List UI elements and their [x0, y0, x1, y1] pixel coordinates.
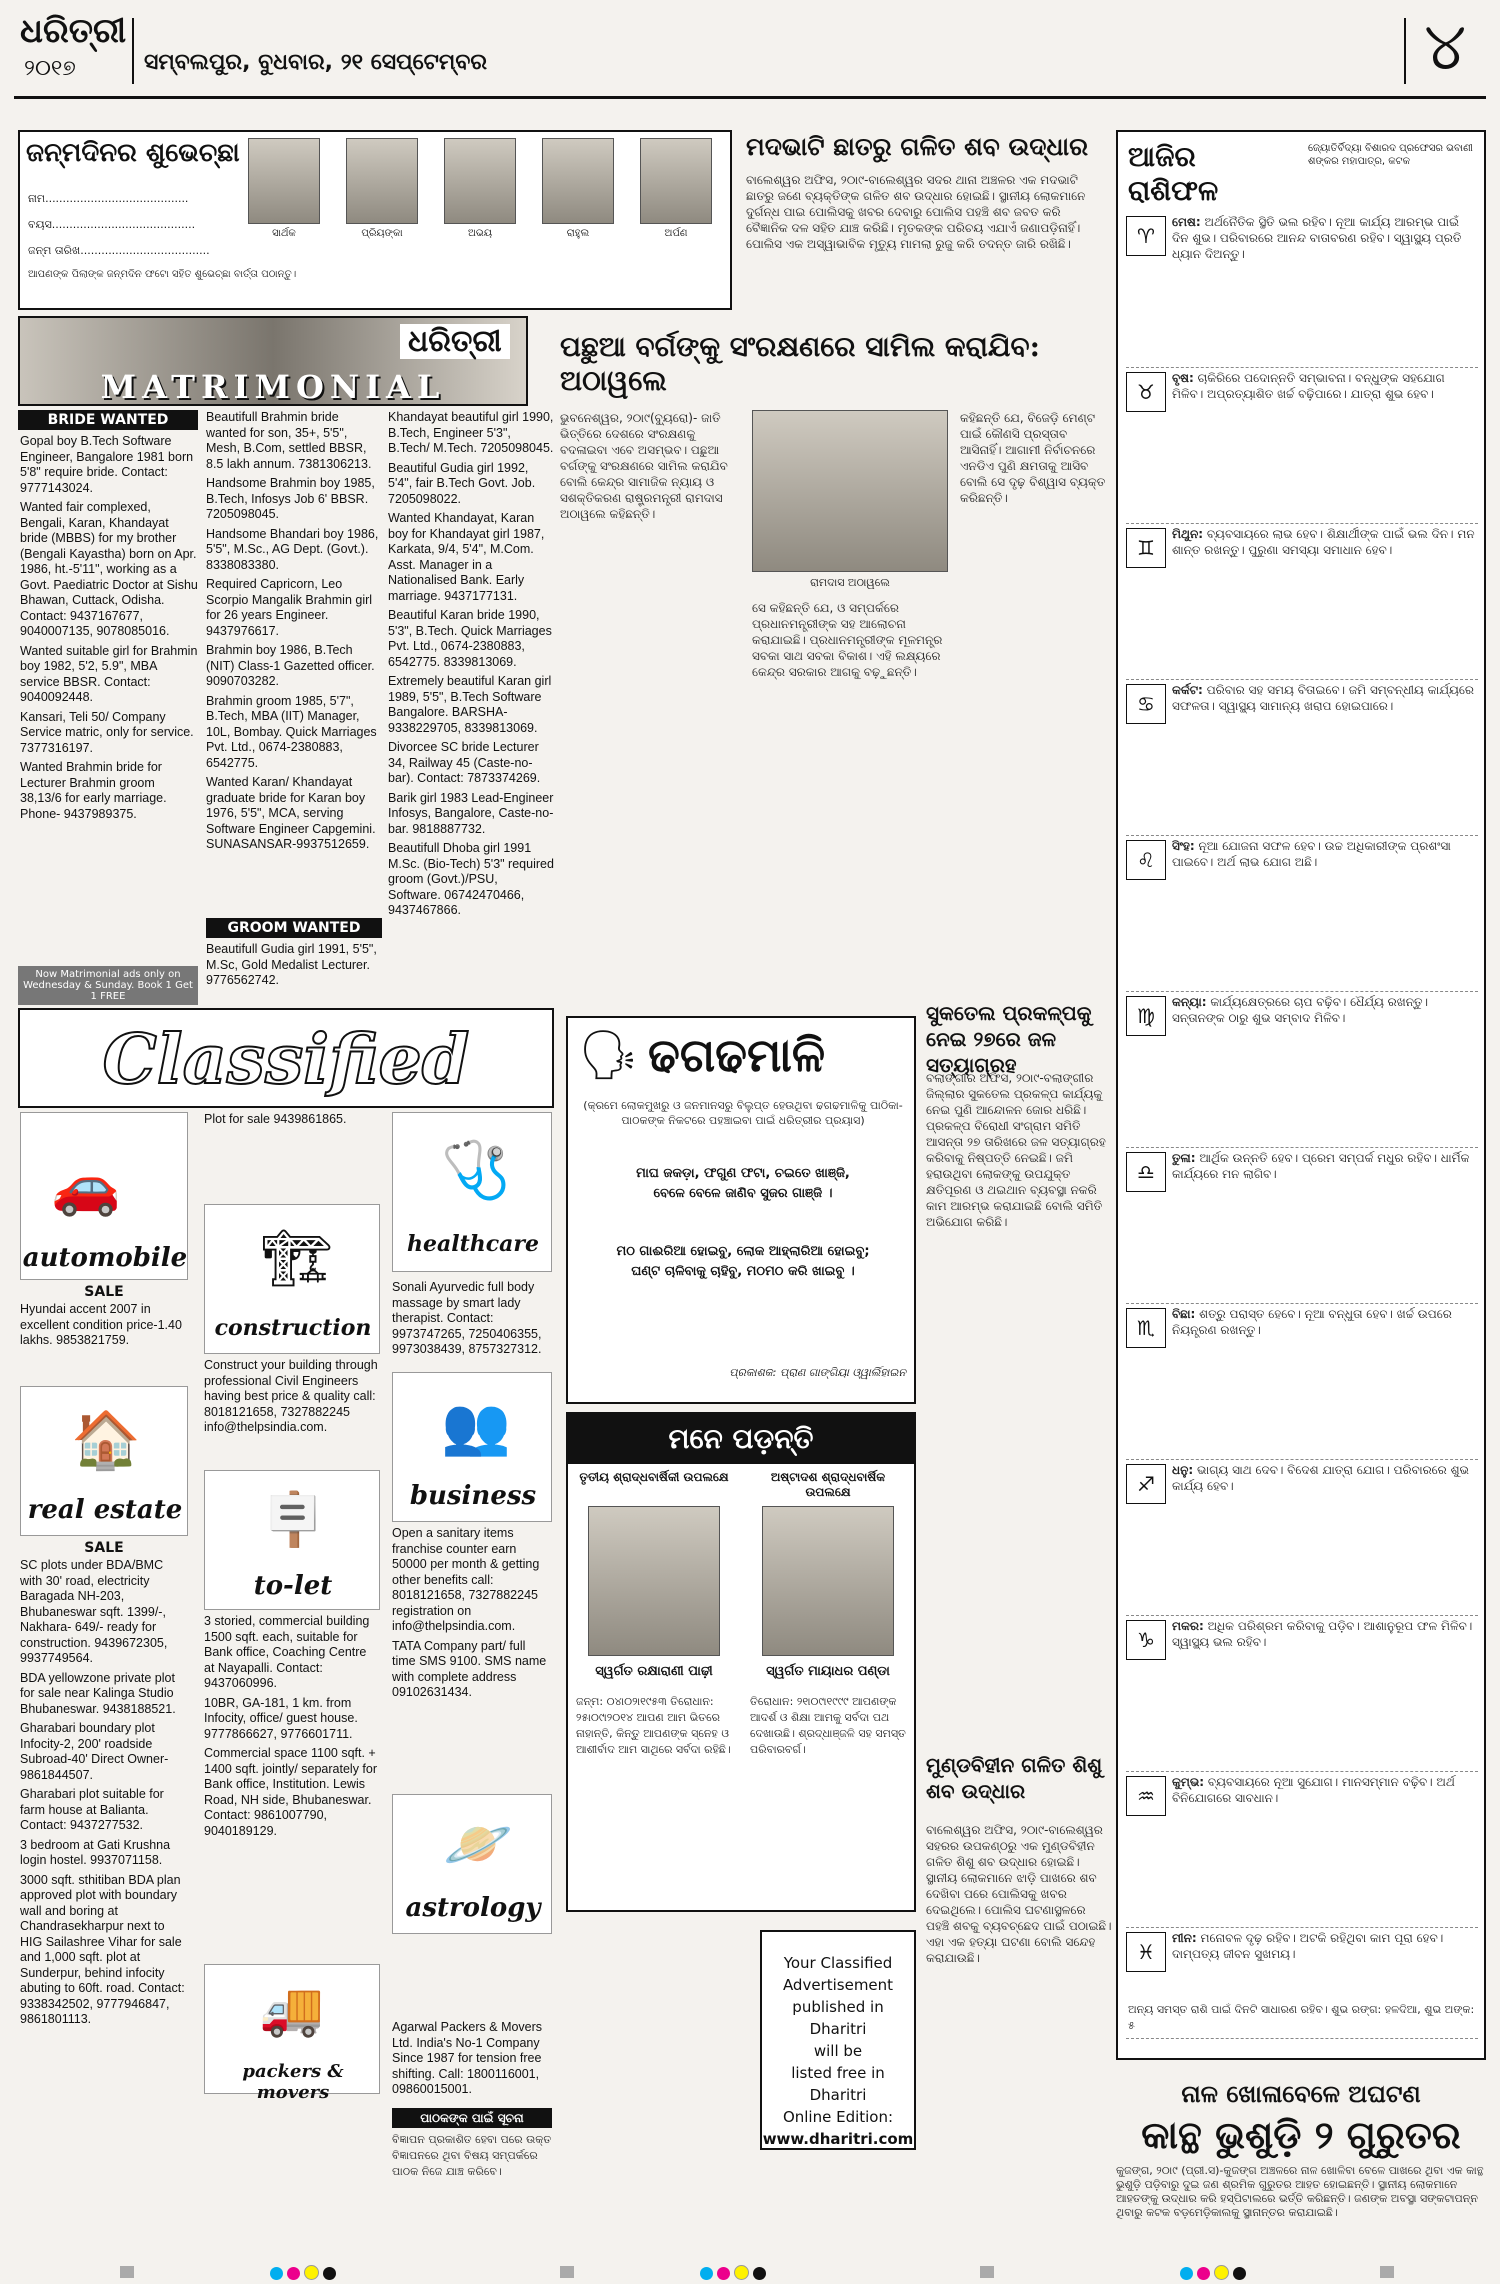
matrimonial-ad: Beautifull Brahmin bride wanted for son, 35+, 5'5", Mesh, B.Com, settled BBSR, 8.5 lakh annum. 7381306213. — [206, 410, 372, 471]
bride-wanted-header: BRIDE WANTED — [18, 410, 198, 430]
rashi-forecast: ଅର୍ଥନୈତିକ ସ୍ଥିତି ଭଲ ରହିବ। ନୂଆ କାର୍ଯ୍ୟ ଆରମ୍ଭ ପାଇଁ ଦିନ ଶୁଭ। ପରିବାରରେ ଆନନ୍ଦ ବାତାବରଣ ରହିବ। ସ୍ୱାସ୍ଥ୍ୟ ପ୍ରତି ଧ୍ୟାନ ଦିଅନ୍ତୁ। — [1172, 215, 1462, 261]
groom-wanted-ad: Beautifull Gudia girl 1991, 5'5", M.Sc, Gold Medalist Lecturer. 9776562742. — [206, 942, 377, 987]
rashi-forecast: କାର୍ଯ୍ୟକ୍ଷେତ୍ରରେ ଚାପ ବଢ଼ିବ। ଧୈର୍ଯ୍ୟ ରଖନ୍ତୁ। ସନ୍ତାନଙ୍କ ଠାରୁ ଶୁଭ ସମ୍ବାଦ ମିଳିବ। — [1172, 995, 1428, 1025]
classified-ad: 3 storied, commercial building 1500 sqft. each, suitable for Bank office, Coaching Centre at Nayapalli. Contact: 9437060996. — [204, 1614, 370, 1690]
sagittarius-icon: ♐ — [1126, 1464, 1166, 1504]
rashi-forecast: ଚାକିରିରେ ପଦୋନ୍ନତି ସମ୍ଭାବନା। ବନ୍ଧୁଙ୍କ ସହଯୋଗ ମିଳିବ। ଅପ୍ରତ୍ୟାଶିତ ଖର୍ଚ୍ଚ ବଢ଼ିପାରେ। ଯାତ୍ରା ଶୁଭ ହେବ। — [1172, 371, 1445, 401]
rashi-name: କର୍କଟ: — [1172, 683, 1203, 697]
yellow-dot — [734, 2265, 749, 2280]
cyan-dot — [700, 2267, 713, 2280]
masthead-rule — [14, 96, 1486, 99]
kid-photo — [542, 138, 614, 224]
memorial-right-name: ସ୍ୱର୍ଗତ ମାୟାଧର ପଣ୍ଡା — [766, 1664, 890, 1679]
construction-ad: Construct your building through professional Civil Engineers having best price & quality call: 8018121658, 7327882245 info@thelpsindia.com. — [204, 1358, 378, 1434]
rashi-name: ମେଷ: — [1172, 215, 1201, 229]
matrimonial-ad: Beautifull Dhoba girl 1991 M.Sc. (Bio-Tech) 5'3" required groom (Govt.)/PSU, Software. 06742470466, 9437467866. — [388, 841, 554, 917]
kid-name: ରାହୁଲ — [566, 228, 590, 239]
rashifala-box — [1116, 130, 1486, 2060]
matrimonial-brand: ଧରିତ୍ରୀ — [400, 324, 510, 359]
matrimonial-ad: Brahmin groom 1985, 5'7", B.Tech, MBA (IIT) Manager, 10L, Bombay. Quick Marriages Pvt. Ltd., 0674-2380883, 6542775. — [206, 693, 377, 770]
matrimonial-ad: Wanted fair complexed, Bengali, Karan, Khandayat bride (MBBS) for my brother (Bengali Kayastha) born on Apr. 1986, ht.-5'11", working as a Govt. Paediatric Doctor at Sishu Bhawan, Cuttack, Odisha. Contact: 9437167677, 9040007135, 9078085016. — [20, 500, 198, 638]
rashi-forecast: ଭାଗ୍ୟ ସାଥ ଦେବ। ବିଦେଶ ଯାତ୍ରା ଯୋଗ। ପରିବାରରେ ଶୁଭ କାର୍ଯ୍ୟ ହେବ। — [1172, 1463, 1469, 1493]
rashi-name: ମକର: — [1172, 1619, 1204, 1633]
memorial-left-photo — [588, 1506, 720, 1656]
memorial-left-name: ସ୍ୱର୍ଗତ ରକ୍ଷାରାଣୀ ପାଢ଼ୀ — [595, 1664, 713, 1679]
free-ad-line: Your Classified — [783, 1954, 893, 1972]
black-dot — [1233, 2267, 1246, 2280]
rashi-item — [1126, 212, 1478, 368]
rashi-name: କନ୍ୟା: — [1172, 995, 1207, 1009]
dhaga-line3: ମଠ ଗାଈରିଆ ହୋଇବୁ, ଲୋକ ଆହ୍ଲାରିଆ ହୋଇବୁ; — [616, 1244, 870, 1259]
news3-headline: ସୁକତେଲ ପ୍ରକଳ୍ପକୁ ନେଇ ୨୭ରେ ଜଳ ସତ୍ୟାଗ୍ରହ — [926, 1001, 1092, 1077]
auto-ad: Hyundai accent 2007 in excellent condition price-1.40 lakhs. 9853821759. — [20, 1302, 182, 1347]
rashi-forecast: ଆର୍ଥିକ ଉନ୍ନତି ହେବ। ପ୍ରେମ ସମ୍ପର୍କ ମଧୁର ରହିବ। ଧାର୍ମିକ କାର୍ଯ୍ୟରେ ମନ ଲାଗିବ। — [1172, 1151, 1470, 1181]
kid-photo — [346, 138, 418, 224]
news3-body: ବଲାଙ୍ଗୀର ଅଫିସ, ୨୦ା୯-ବଲାଙ୍ଗୀର ଜିଲ୍ଲାର ସୁକତେଲ ପ୍ରକଳ୍ପ କାର୍ଯ୍ୟକୁ ନେଇ ପୁଣି ଆନ୍ଦୋଳନ ଜୋର ଧରିଛି। ପ୍ରକଳ୍ପ ବିରୋଧୀ ସଂଗ୍ରାମ ସମିତି ଆସନ୍ତା ୨୭ ତାରିଖରେ ଜଳ ସତ୍ୟାଗ୍ରହ କରିବାକୁ ନିଷ୍ପତ୍ତି ନେଇଛି। ଜମି ହରାଉଥିବା ଲୋକଙ୍କୁ ଉପଯୁକ୍ତ କ୍ଷତିପୂରଣ ଓ ଥଇଥାନ ବ୍ୟବସ୍ଥା ନକରି କାମ ଆରମ୍ଭ କରାଯାଇଛି ବୋଲି ସମିତି ଅଭିଯୋଗ କରିଛି। — [926, 1071, 1106, 1229]
website-link[interactable]: www.dharitri.com — [762, 2130, 914, 2148]
rashi-forecast: ବ୍ୟବସାୟରେ ନୂଆ ସୁଯୋଗ। ମାନସମ୍ମାନ ବଢ଼ିବ। ଅର୍ଥ ବିନିଯୋଗରେ ସାବଧାନ। — [1172, 1775, 1455, 1805]
news1-headline: ମଦଭାଟି ଛାତରୁ ଗଳିତ ଶବ ଉଦ୍ଧାର — [746, 132, 1089, 161]
memorial-right-event: ଅଷ୍ଟାଦଶ ଶ୍ରାଦ୍ଧବାର୍ଷିକ ଉପଲକ୍ଷେ — [770, 1470, 886, 1499]
dhaga-subtitle: (କ୍ରମେ ଲୋକମୁଖରୁ ଓ ଜନମାନସରୁ ବିଲୁପ୍ତ ହେଉଥିବା ଢଗଢମାଳିକୁ ପାଠିକା-ପାଠକଙ୍କ ନିକଟରେ ପହଞ୍ଚାଇବା ପାଇଁ ଧରିତ୍ରୀର ପ୍ରୟାସ) — [583, 1099, 903, 1127]
truck-icon: 🚚 — [259, 1980, 324, 2040]
rashi-text — [1172, 838, 1478, 870]
sale-label: SALE — [84, 1284, 124, 1300]
matrimonial-ad: Kansari, Teli 50/ Company Service matric, only for service. 7377316197. — [20, 709, 194, 755]
cancer-icon: ♋ — [1126, 684, 1166, 724]
rashi-text — [1172, 682, 1478, 714]
matrimonial-ad: Brahmin boy 1986, B.Tech (NIT) Class-1 Gazetted officer. 9090703282. — [206, 643, 375, 688]
birthday-box — [18, 130, 732, 310]
rashi-item — [1126, 368, 1478, 524]
rashi-item — [1126, 1772, 1478, 1928]
rashi-forecast: ନୂଆ ଯୋଜନା ସଫଳ ହେବ। ଉଚ୍ଚ ଅଧିକାରୀଙ୍କ ପ୍ରଶଂସା ପାଇବେ। ଅର୍ଥ ଲାଭ ଯୋଗ ଅଛି। — [1172, 839, 1451, 869]
speaker-icon: 🗣 — [578, 1027, 639, 1083]
matrimonial-ad: Wanted Brahmin bride for Lecturer Brahmin groom 38,13/6 for early marriage. Phone- 9437989375. — [20, 760, 167, 821]
news4-headline: ମୁଣ୍ଡବିହୀନ ଗଳିତ ଶିଶୁ ଶବ ଉଦ୍ଧାର — [926, 1753, 1103, 1803]
masthead — [14, 8, 1486, 94]
category-label: automobile — [22, 1243, 188, 1273]
cmyk-dots — [270, 2265, 340, 2284]
rashi-item — [1126, 836, 1478, 992]
planet-icon: 🪐 — [443, 1812, 513, 1877]
classified-ad: 10BR, GA-181, 1 km. from Infocity, office/ guest house. 9777866627, 9776601711. — [204, 1695, 358, 1741]
rashi-name: ମୀନ: — [1172, 1931, 1197, 1945]
rashi-text — [1172, 1462, 1478, 1494]
free-online-ad-box — [760, 1930, 916, 2150]
matrimonial-banner — [18, 316, 528, 406]
rashi-text — [1172, 1618, 1478, 1650]
magenta-dot — [287, 2267, 300, 2280]
memorial-title: ମନେ ପଡ଼ନ୍ତି — [568, 1414, 914, 1464]
rashi-name: ବୃଷ: — [1172, 371, 1194, 385]
libra-icon: ♎ — [1126, 1152, 1166, 1192]
memorial-left-event: ତୃତୀୟ ଶ୍ରାଦ୍ଧବାର୍ଷିକୀ ଉପଲକ୍ଷେ — [579, 1470, 729, 1484]
matrimonial-ad: Extremely beautiful Karan girl 1989, 5'5", B.Tech Software Bangalore. BARSHA- 9338229705, 8339813069. — [388, 674, 552, 735]
category-label: construction — [214, 1315, 372, 1341]
free-ad-line: Advertisement — [782, 1976, 894, 1994]
form-dob: ଜନ୍ମ ତାରିଖ..................................... — [28, 244, 210, 257]
matrimonial-ad: Barik girl 1983 Lead-Engineer Infosys, Bangalore, Caste-no-bar. 9818887732. — [388, 790, 554, 836]
memorial-box — [566, 1412, 916, 1912]
page-number: ୪ — [1424, 8, 1467, 85]
form-age: ବୟସ......................................... — [28, 218, 196, 231]
category-label: real estate — [27, 1495, 183, 1525]
news4-body: ବାଲେଶ୍ୱର ଅଫିସ, ୨୦ା୯-ବାଲେଶ୍ୱର ସହରର ଉପକଣ୍ଠରୁ ଏକ ମୁଣ୍ଡବିହୀନ ଗଳିତ ଶିଶୁ ଶବ ଉଦ୍ଧାର ହୋଇଛି। ସ୍ଥାନୀୟ ଲୋକମାନେ ଝାଡ଼ି ପାଖରେ ଶବ ଦେଖିବା ପରେ ପୋଲିସକୁ ଖବର ଦେଇଥିଲେ। ପୋଲିସ ଘଟଣାସ୍ଥଳରେ ପହଞ୍ଚି ଶବକୁ ବ୍ୟବଚ୍ଛେଦ ପାଇଁ ପଠାଇଛି। ଏହା ଏକ ହତ୍ୟା ଘଟଣା ବୋଲି ସନ୍ଦେହ କରାଯାଉଛି। — [926, 1823, 1112, 1965]
rashi-item — [1126, 1616, 1478, 1772]
rashi-text — [1172, 370, 1478, 402]
construction-icon: 🏗 — [261, 1226, 333, 1291]
virgo-icon: ♍ — [1126, 996, 1166, 1036]
classified-ad: Gharabari boundary plot Infocity-2, 200' roadside Subroad-40' Direct Owner- 9861844507. — [20, 1721, 169, 1782]
classified-ad: TATA Company part/ full time SMS 9100. SMS name with complete address 09102631434. — [392, 1638, 547, 1699]
dhaga-title: ଢଗଢମାଳି — [648, 1028, 826, 1082]
rashi-forecast: ପରିବାର ସହ ସମୟ ବିତାଇବେ। ଜମି ସମ୍ବନ୍ଧୀୟ କାର୍ଯ୍ୟରେ ସଫଳତା। ସ୍ୱାସ୍ଥ୍ୟ ସାମାନ୍ୟ ଖରାପ ହୋଇପାରେ। — [1172, 683, 1474, 713]
classified-ad: SC plots under BDA/BMC with 30' road, electricity Baragada NH-203, Bhubaneswar sqft. 1399/-, Nakhara- 649/- ready for construction. 9439672305, 9937749564. — [20, 1558, 168, 1665]
rashi-text — [1172, 526, 1478, 558]
gemini-icon: ♊ — [1126, 528, 1166, 568]
cmyk-dots — [700, 2265, 770, 2284]
business-ads — [392, 1526, 552, 1705]
news5-body: କୁଜଙ୍ଗ, ୨୦ା୯ (ପ୍ରୀ.ସ)-କୁଜଙ୍ଗ ଅଞ୍ଚଳରେ ନାଳ ଖୋଳିବା ବେଳେ ପାଖରେ ଥିବା ଏକ କାନ୍ଥ ଭୁଶୁଡ଼ି ପଡ଼ିବାରୁ ଦୁଇ ଜଣ ଶ୍ରମିକ ଗୁରୁତର ଆହତ ହୋଇଛନ୍ତି। ସ୍ଥାନୀୟ ଲୋକମାନେ ଆହତଙ୍କୁ ଉଦ୍ଧାର କରି ହସ୍ପିଟାଲରେ ଭର୍ତ୍ତି କରିଛନ୍ତି। ଜଣଙ୍କ ଅବସ୍ଥା ସଙ୍କଟାପନ୍ନ ଥିବାରୁ କଟକ ବଡ଼ମେଡ଼ିକାଲକୁ ସ୍ଥାନାନ୍ତର କରାଯାଇଛି। — [1116, 2164, 1484, 2219]
scorpio-icon: ♏ — [1126, 1308, 1166, 1348]
dhaga-line2: ବେଳେ ବେଳେ ଜାଣିବ ସୁଜର ଗାଞ୍ଜି । — [653, 1186, 833, 1201]
rashi-item — [1126, 680, 1478, 836]
category-automobile — [20, 1112, 188, 1280]
rashi-name: ଧନୁ: — [1172, 1463, 1194, 1477]
cmyk-dots — [1180, 2265, 1250, 2284]
house-icon: 🏠 — [71, 1408, 141, 1473]
black-dot — [753, 2267, 766, 2280]
rashi-text — [1172, 994, 1478, 1026]
classified-ad: Commercial space 1100 sqft. + 1400 sqft. jointly/ separately for Bank office, Institution. Lewis Road, NH side, Bhubaneswar. Contact: 9861007790, 9040189129. — [204, 1746, 378, 1838]
readers-notice-title: ପାଠକଙ୍କ ପାଇଁ ସୂଚନା — [392, 2108, 552, 2128]
category-label: astrology — [405, 1893, 541, 1923]
rashi-forecast: ଶତ୍ରୁ ପରାସ୍ତ ହେବେ। ନୂଆ ବନ୍ଧୁତା ହେବ। ଖର୍ଚ୍ଚ ଉପରେ ନିୟନ୍ତ୍ରଣ ରଖନ୍ତୁ। — [1172, 1307, 1452, 1337]
category-packers-movers — [204, 1964, 380, 2103]
matrimonial-ad: Wanted Khandayat, Karan boy for Khandayat girl 1987, Karkata, 9/4, 5'4", M.Com. Asst. Manager in a Nationalised Bank. Early marriage. 9437177131. — [388, 511, 545, 603]
readers-notice: ବିଜ୍ଞାପନ ପ୍ରକାଶିତ ହେବା ପରେ ଉକ୍ତ ବିଜ୍ଞାପନରେ ଥିବା ବିଷୟ ସମ୍ପର୍କରେ ପାଠକ ନିଜେ ଯାଞ୍ଚ କରିବେ। — [392, 2133, 552, 2178]
matrimonial-ad: Wanted suitable girl for Brahmin boy 1982, 5'2, 5.9", MBA service BBSR. Contact: 9040092448. — [20, 643, 198, 704]
classified-banner — [18, 1008, 554, 1108]
matrimonial-title: MATRIMONIAL — [100, 368, 446, 406]
kid-photo — [640, 138, 712, 224]
category-healthcare — [392, 1112, 552, 1272]
rashi-forecast: ଅଧିକ ପରିଶ୍ରମ କରିବାକୁ ପଡ଼ିବ। ଆଶାନୁରୂପ ଫଳ ମିଳିବ। ସ୍ୱାସ୍ଥ୍ୟ ଭଲ ରହିବ। — [1172, 1619, 1473, 1649]
rashi-item — [1126, 992, 1478, 1148]
classified-ad: 3000 sqft. sthitiban BDA plan approved plot with boundary wall and boring at Chandrasekharpur next to HIG Sailashree Vihar for sale and 1,000 sqft. plot at Sunderpur, behind infocity abuting to 60ft. road. Contact: 9338342502, 9777946847, 9861801113. — [20, 1872, 185, 2026]
cyan-dot — [270, 2267, 283, 2280]
kid-name: ଅର୍ପଣ — [664, 228, 688, 239]
news5-headline: କାନ୍ଥ ଭୁଶୁଡ଼ି ୨ ଗୁରୁତର — [1141, 2112, 1461, 2157]
category-real-estate — [20, 1386, 188, 1536]
groom-wanted-header: GROOM WANTED — [206, 918, 382, 938]
matrimonial-col3 — [388, 410, 554, 923]
business-people-icon: 👥 — [441, 1394, 511, 1459]
category-label: to-let — [253, 1571, 333, 1601]
gray-swatch — [120, 2266, 134, 2278]
news1-body: ବାଲେଶ୍ୱର ଅଫିସ, ୨୦ା୯-ବାଲେଶ୍ୱର ସଦର ଥାନା ଅଞ୍ଚଳର ଏକ ମଦଭାଟି ଛାତରୁ ଜଣେ ବ୍ୟକ୍ତିଙ୍କ ଗଳିତ ଶବ ଉଦ୍ଧାର ହୋଇଛି। ସ୍ଥାନୀୟ ଲୋକମାନେ ଦୁର୍ଗନ୍ଧ ପାଇ ପୋଲିସକୁ ଖବର ଦେବାରୁ ପୋଲିସ ପହଞ୍ଚି ଶବ ଜବତ କରି ବୈଜ୍ଞାନିକ ଦଳ ସହିତ ଯାଞ୍ଚ କରିଛି। ମୃତକଙ୍କ ପରିଚୟ ଏଯାଏଁ ଜଣାପଡ଼ିନାହିଁ। ପୋଲିସ ଏକ ଅସ୍ୱାଭାବିକ ମୃତ୍ୟୁ ମାମଲା ରୁଜୁ କରି ତଦନ୍ତ ଜାରି ରଖିଛି। — [746, 173, 1086, 251]
category-construction — [204, 1204, 380, 1354]
place-date: ସମ୍ବଲପୁର, ବୁଧବାର, ୨୧ ସେପ୍ଟେମ୍ବର — [144, 50, 488, 75]
memorial-left-text: ଜନ୍ମ: ୦୪ା୦୨ା୧୯୫୩ ତିରୋଧାନ: ୨୫ା୦୯ା୨୦୧୪ ଆପଣ ଆମ ଭିତରେ ନାହାନ୍ତି, କିନ୍ତୁ ଆପଣଙ୍କ ସ୍ନେହ ଓ ଆଶୀର୍ବାଦ ଆମ ସାଥିରେ ସର୍ବଦା ରହିଛି। — [576, 1695, 731, 1756]
kid-name: ସାର୍ଥକ — [272, 228, 296, 239]
sale-label: SALE — [84, 1540, 124, 1556]
classified-ad: 3 bedroom at Gati Krushna login hostel. 9937071158. — [20, 1837, 171, 1867]
matrimonial-footer: Now Matrimonial ads only on Wednesday & Sunday. Book 1 Get 1 FREE — [18, 966, 198, 1005]
masthead-divider — [132, 18, 134, 84]
dhaga-credit: ପ୍ରକାଶକ: ପ୍ରାଣ ଗାଙ୍ଗିୟା ଓ୍ୱାର୍ଲିହାଇନ — [729, 1366, 906, 1379]
category-astrology — [392, 1794, 552, 1934]
rashi-text — [1172, 1150, 1478, 1182]
stethoscope-icon: 🩺 — [441, 1138, 511, 1203]
paper-logo: ଧରିତ୍ରୀ — [20, 11, 127, 51]
rashi-text — [1172, 1930, 1478, 1962]
aries-icon: ♈ — [1126, 216, 1166, 256]
matrimonial-ad: Beautiful Karan bride 1990, 5'3", B.Tech. Quick Marriages Pvt. Ltd., 0674-2380883, 6542775. 8339813069. — [388, 608, 552, 669]
matrimonial-ad: Handsome Brahmin boy 1985, B.Tech, Infosys Job 6' BBSR. 7205098045. — [206, 476, 375, 521]
real-estate-ads — [20, 1558, 188, 2032]
rashi-text — [1172, 1306, 1478, 1338]
astrologer-credit: ଜ୍ୟୋତିର୍ବିଦ୍ୟା ବିଶାରଦ ପ୍ରଫେସର ଭବାଣୀ ଶଙ୍କର ମହାପାତ୍ର, କଟକ — [1308, 143, 1473, 167]
magenta-dot — [1197, 2267, 1210, 2280]
paper-year: ୨୦୧୭ — [24, 56, 76, 81]
matrimonial-ad: Divorcee SC bride Lecturer 34, Railway 45 (Caste-no-bar). Contact: 7873374269. — [388, 740, 541, 785]
registration-marks — [0, 2262, 1500, 2282]
magenta-dot — [717, 2267, 730, 2280]
rashi-item — [1126, 1304, 1478, 1460]
memorial-right-text: ତିରୋଧାନ: ୨୧ା୦୯ା୧୯୯୯ ଆପଣଙ୍କ ଆଦର୍ଶ ଓ ଶିକ୍ଷା ଆମକୁ ସର୍ବଦା ପଥ ଦେଖାଉଛି। ଶ୍ରଦ୍ଧାଞ୍ଜଳି ସହ ସମସ୍ତ ପରିବାରବର୍ଗ। — [750, 1695, 906, 1756]
matrimonial-ad: Required Capricorn, Leo Scorpio Mangalik Brahmin girl for 26 years Engineer. 9437976617. — [206, 577, 373, 638]
taurus-icon: ♉ — [1126, 372, 1166, 412]
dhaga-line4: ଘଣ୍ଟ ଚାଳିବାକୁ ଚାହିବୁ, ମଠମଠ କରି ଖାଇବୁ । — [631, 1264, 855, 1279]
healthcare-ad: Sonali Ayurvedic full body massage by smart lady therapist. Contact: 9973747265, 7250406355, 9973038439, 8757327312. — [392, 1280, 542, 1356]
news2-body1: ଭୁବନେଶ୍ୱର, ୨୦ା୯(ବ୍ୟୁରୋ)- ଜାତି ଭିତ୍ତିରେ ଦେଶରେ ସଂରକ୍ଷଣକୁ ବଦଳାଇବା ଏବେ ଅସମ୍ଭବ। ପଛୁଆ ବର୍ଗଙ୍କୁ ସଂରକ୍ଷଣରେ ସାମିଲ କରାଯିବ ବୋଲି କେନ୍ଦ୍ର ସାମାଜିକ ନ୍ୟାୟ ଓ ସଶକ୍ତିକରଣ ରାଷ୍ଟ୍ରମନ୍ତ୍ରୀ ରାମଦାସ ଅଠାୱଲେ କହିଛନ୍ତି। — [560, 411, 728, 521]
kid-name: ପ୍ରିୟଙ୍କା — [361, 228, 403, 239]
page-number-divider — [1404, 18, 1406, 84]
rashi-name: ବିଛା: — [1172, 1307, 1196, 1321]
news2-body3: କହିଛନ୍ତି ଯେ, ବିଜେଡ଼ି ମେଣ୍ଟ ପାଇଁ କୌଣସି ପ୍ରସ୍ତାବ ଆସିନାହିଁ। ଆଗାମୀ ନିର୍ବାଚନରେ ଏନଡିଏ ପୁଣି କ୍ଷମତାକୁ ଆସିବ ବୋଲି ସେ ଦୃଢ଼ ବିଶ୍ୱାସ ବ୍ୟକ୍ତ କରିଛନ୍ତି। — [960, 411, 1106, 505]
matrimonial-ad: Wanted Karan/ Khandayat graduate bride for Karan boy 1976, 5'5", MCA, serving Software Engineer Capgemini. SUNASANSAR-9937512659. — [206, 775, 376, 851]
matrimonial-ad: Khandayat beautiful girl 1990, B.Tech, Engineer 5'3", B.Tech/ M.Tech. 7205098045. — [388, 410, 554, 455]
classified-title: Classified — [102, 1020, 470, 1100]
capricorn-icon: ♑ — [1126, 1620, 1166, 1660]
rashi-forecast: ବ୍ୟବସାୟରେ ଲାଭ ହେବ। ଶିକ୍ଷାର୍ଥୀଙ୍କ ପାଇଁ ଭଲ ଦିନ। ମନ ଶାନ୍ତ ରଖନ୍ତୁ। ପୁରୁଣା ସମସ୍ୟା ସମାଧାନ ହେବ। — [1172, 527, 1475, 557]
rashi-name: ସିଂହ: — [1172, 839, 1195, 853]
gray-swatch — [980, 2266, 994, 2278]
black-dot — [323, 2267, 336, 2280]
matrimonial-col2 — [206, 410, 382, 857]
kid-photo — [248, 138, 320, 224]
free-ad-line: will be — [813, 2042, 863, 2060]
news2-body2: ସେ କହିଛନ୍ତି ଯେ, ଓ ସମ୍ପର୍କରେ ପ୍ରଧାନମନ୍ତ୍ରୀଙ୍କ ସହ ଆଲୋଚନା କରାଯାଇଛି। ପ୍ରଧାନମନ୍ତ୍ରୀଙ୍କ ମୂଳମନ୍ତ୍ର ସବକା ସାଥ ସବକା ବିକାଶ। ଏହି ଲକ୍ଷ୍ୟରେ କେନ୍ଦ୍ର ସରକାର ଆଗକୁ ବଢ଼ୁଛନ୍ତି। — [752, 601, 943, 679]
aquarius-icon: ♒ — [1126, 1776, 1166, 1816]
yellow-dot — [304, 2265, 319, 2280]
pisces-icon: ♓ — [1126, 1932, 1166, 1972]
yellow-dot — [1214, 2265, 1229, 2280]
gray-swatch — [560, 2266, 574, 2278]
athawale-photo — [752, 410, 948, 572]
rashi-text — [1172, 1774, 1478, 1806]
free-ad-line: published in Dharitri — [792, 1998, 884, 2038]
category-to-let — [204, 1470, 380, 1610]
matrimonial-ad: Beautiful Gudia girl 1992, 5'4", fair B.Tech Govt. Job. 7205098022. — [388, 460, 536, 506]
classified-ad: Open a sanitary items franchise counter earn 50000 per month & getting other benefits call: 8018121658, 7327882245 registration on info@thelpsindia.com. — [392, 1526, 540, 1633]
category-business — [392, 1372, 552, 1522]
dhagadhamali-box — [566, 1016, 916, 1404]
classified-ad: BDA yellowzone private plot for sale near Kalinga Studio Bhubaneswar. 9438188521. — [20, 1670, 176, 1716]
birthday-note: ଆପଣଙ୍କ ପିଲାଙ୍କ ଜନ୍ମଦିନ ଫଟୋ ସହିତ ଶୁଭେଚ୍ଛା ବାର୍ତ୍ତା ପଠାନ୍ତୁ। — [28, 269, 297, 280]
rashi-name: ମିଥୁନ: — [1172, 527, 1204, 541]
news2-headline: ପଛୁଆ ବର୍ଗଙ୍କୁ ସଂରକ୍ଷଣରେ ସାମିଲ କରାଯିବ: ଅଠାୱଲେ — [560, 330, 1040, 397]
packers-ad: Agarwal Packers & Movers Ltd. India's No-1 Company Since 1987 for tension free shifting. Call: 1800116001, 09860015001. — [392, 2020, 543, 2096]
rashi-name: କୁମ୍ଭ: — [1172, 1775, 1205, 1789]
dhaga-line1: ମାଘ ଜକଡ଼ା, ଫଗୁଣ ଫଟା, ଚଇତେ ଖାଞ୍ଜି, — [636, 1166, 850, 1181]
rashi-list — [1126, 212, 1478, 2039]
category-label: healthcare — [407, 1231, 539, 1257]
form-name: ନାମ......................................... — [28, 192, 189, 205]
plot-sale-ad: Plot for sale 9439861865. — [204, 1112, 347, 1126]
rashifala-title: ଆଜିର ରାଶିଫଳ — [1128, 140, 1219, 207]
kid-name: ଅଭୟ — [467, 228, 492, 239]
gray-swatch — [1380, 2266, 1394, 2278]
rashi-text — [1172, 214, 1478, 262]
matrimonial-ad: Handsome Bhandari boy 1986, 5'5", M.Sc., AG Dept. (Govt.). 8338083380. — [206, 526, 379, 572]
athawale-caption: ରାମଦାସ ଅଠାୱଲେ — [810, 576, 890, 589]
classified-ad: Gharabari plot suitable for farm house at Balianta. Contact: 9437277532. — [20, 1787, 164, 1832]
rashi-footer: ଅନ୍ୟ ସମସ୍ତ ରାଶି ପାଇଁ ଦିନଟି ସାଧାରଣ ରହିବ। ଶୁଭ ରଙ୍ଗ: ହଳଦିଆ, ଶୁଭ ଅଙ୍କ: ୫ — [1128, 2003, 1475, 2032]
to-let-ads — [204, 1614, 380, 1843]
memorial-right-photo — [762, 1506, 894, 1656]
kid-photo — [444, 138, 516, 224]
leo-icon: ♌ — [1126, 840, 1166, 880]
car-icon: 🚗 — [51, 1154, 121, 1219]
category-label: business — [409, 1481, 537, 1511]
rashi-item — [1126, 1148, 1478, 1304]
news5-kicker: ନାଳ ଖୋଳାବେଳେ ଅଘଟଣ — [1181, 2080, 1421, 2108]
free-ad-line: listed free in Dharitri — [791, 2064, 885, 2104]
cyan-dot — [1180, 2267, 1193, 2280]
free-ad-line: Online Edition: — [782, 2108, 894, 2126]
rashi-forecast: ମନୋବଳ ଦୃଢ଼ ରହିବ। ଅଟକି ରହିଥିବା କାମ ପୂରା ହେବ। ଦାମ୍ପତ୍ୟ ଜୀବନ ସୁଖମୟ। — [1172, 1931, 1444, 1961]
to-let-sign-icon: 🪧 — [261, 1490, 326, 1550]
matrimonial-col1 — [20, 434, 198, 826]
birthday-title: ଜନ୍ମଦିନର ଶୁଭେଚ୍ଛା — [26, 138, 240, 168]
rashi-item — [1126, 524, 1478, 680]
rashi-name: ତୁଳା: — [1172, 1151, 1196, 1165]
category-label: packers & movers — [242, 2061, 344, 2103]
matrimonial-ad: Gopal boy B.Tech Software Engineer, Bangalore 1981 born 5'8" require bride. Contact: 9777143024. — [20, 434, 194, 495]
rashi-item — [1126, 1460, 1478, 1616]
